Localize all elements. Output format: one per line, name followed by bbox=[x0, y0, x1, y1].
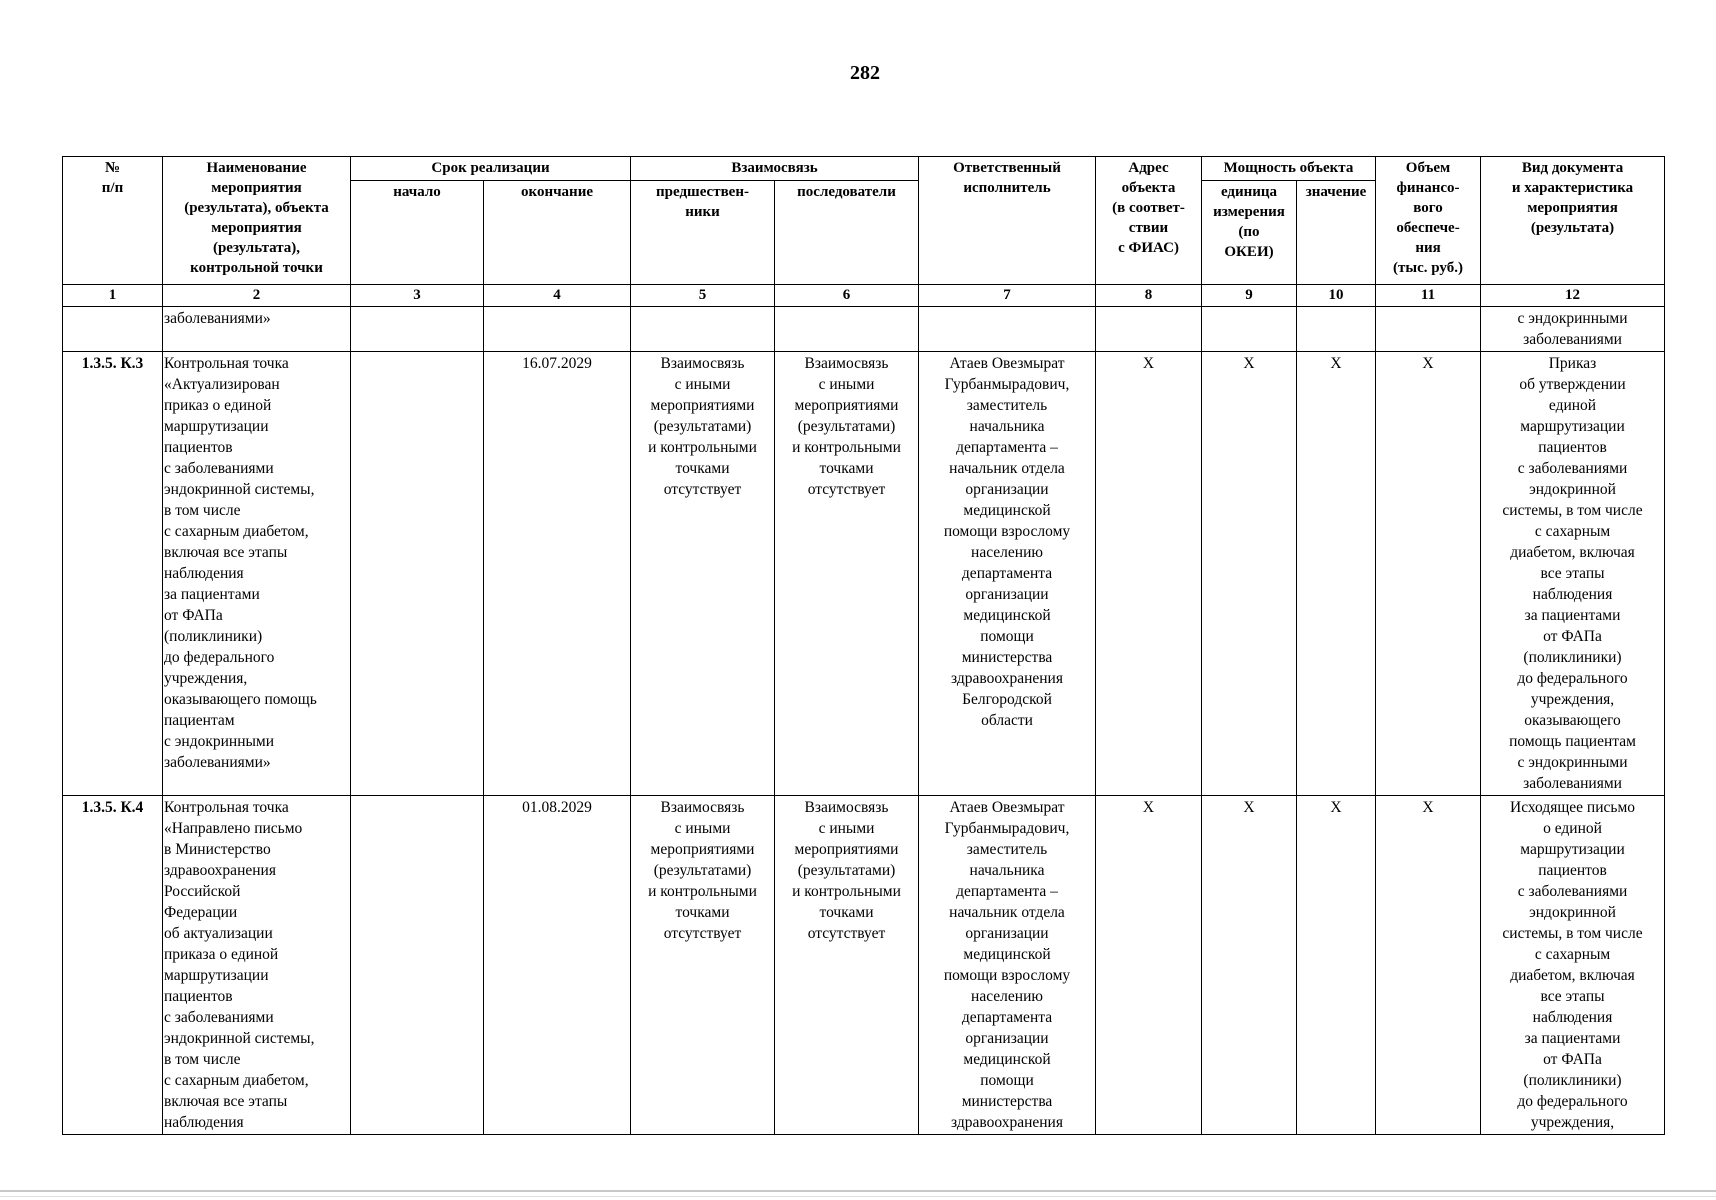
header-end: окончание bbox=[484, 181, 631, 285]
row-address bbox=[1096, 307, 1202, 352]
table-row bbox=[63, 352, 1665, 796]
row-predecessors: Взаимосвязь с иными мероприятиями (результатами) и контрольными точками отсутствует bbox=[631, 352, 775, 796]
row-end: 01.08.2029 bbox=[484, 796, 631, 1135]
row-name: Контрольная точка «Актуализирован приказ о единой маршрутизации пациентов с заболеваниями эндокринной системы, в том числе с сахарным диабетом, включая все этапы наблюдения за пациентами от ФАПа (поликлиники) до федерального учреждения, оказывающего помощь пациентам с эндокринными заболеваниями» bbox=[163, 352, 351, 796]
page-number: 282 bbox=[850, 62, 880, 84]
row-num: 1.3.5. К.4 bbox=[63, 796, 163, 1135]
column-number: 9 bbox=[1202, 285, 1297, 307]
row-document: Исходящее письмо о единой маршрутизации пациентов с заболеваниями эндокринной системы, в том числе с сахарным диабетом, включая все этапы наблюдения за пациентами от ФАПа (поликлиники) до федерального учреждения, bbox=[1481, 796, 1665, 1135]
column-number: 4 bbox=[484, 285, 631, 307]
row-successors: Взаимосвязь с иными мероприятиями (результатами) и контрольными точками отсутствует bbox=[775, 352, 919, 796]
header-term: Срок реализации bbox=[351, 157, 631, 181]
table-row bbox=[63, 796, 1665, 1135]
header-value: значение bbox=[1297, 181, 1376, 285]
row-end bbox=[484, 307, 631, 352]
column-number: 12 bbox=[1481, 285, 1665, 307]
column-number: 11 bbox=[1376, 285, 1481, 307]
row-num bbox=[63, 307, 163, 352]
column-number: 5 bbox=[631, 285, 775, 307]
row-volume bbox=[1376, 307, 1481, 352]
column-number: 8 bbox=[1096, 285, 1202, 307]
row-document: с эндокринными заболеваниями bbox=[1481, 307, 1665, 352]
column-number: 10 bbox=[1297, 285, 1376, 307]
column-number: 6 bbox=[775, 285, 919, 307]
row-address: X bbox=[1096, 352, 1202, 796]
row-unit bbox=[1202, 307, 1297, 352]
row-name: заболеваниями» bbox=[163, 307, 351, 352]
header-responsible: Ответственный исполнитель bbox=[919, 157, 1096, 285]
row-responsible: Атаев Овезмырат Гурбанмырадович, заместитель начальника департамента – начальник отдела организации медицинской помощи взрослому населению департамента организации медицинской помощи министерства здравоохранения bbox=[919, 796, 1096, 1135]
table-row bbox=[63, 307, 1665, 352]
header-unit: единица измерения (по ОКЕИ) bbox=[1202, 181, 1297, 285]
column-number: 2 bbox=[163, 285, 351, 307]
header-num: № п/п bbox=[63, 157, 163, 285]
scan-edge-line bbox=[0, 1190, 1716, 1192]
row-unit: X bbox=[1202, 796, 1297, 1135]
row-responsible: Атаев Овезмырат Гурбанмырадович, заместитель начальника департамента – начальник отдела организации медицинской помощи взрослому населению департамента организации медицинской помощи министерства здравоохранения Белгородской области bbox=[919, 352, 1096, 796]
row-start bbox=[351, 796, 484, 1135]
header-start: начало bbox=[351, 181, 484, 285]
column-number: 7 bbox=[919, 285, 1096, 307]
row-address: X bbox=[1096, 796, 1202, 1135]
header-predecessors: предшествен- ники bbox=[631, 181, 775, 285]
header-links: Взаимосвязь bbox=[631, 157, 919, 181]
row-name: Контрольная точка «Направлено письмо в Министерство здравоохранения Российской Федерации об актуализации приказа о единой маршрутизации пациентов с заболеваниями эндокринной системы, в том числе с сахарным диабетом, включая все этапы наблюдения bbox=[163, 796, 351, 1135]
header-name: Наименование мероприятия (результата), объекта мероприятия (результата), контрольной точки bbox=[163, 157, 351, 285]
row-unit: X bbox=[1202, 352, 1297, 796]
row-value: X bbox=[1297, 796, 1376, 1135]
column-number: 1 bbox=[63, 285, 163, 307]
row-successors bbox=[775, 307, 919, 352]
header-address: Адрес объекта (в соответ- ствии с ФИАС) bbox=[1096, 157, 1202, 285]
header-power: Мощность объекта bbox=[1202, 157, 1376, 181]
row-responsible bbox=[919, 307, 1096, 352]
plan-table bbox=[62, 156, 1665, 1135]
scan-edge-line bbox=[0, 1196, 1716, 1197]
row-start bbox=[351, 352, 484, 796]
row-volume: X bbox=[1376, 352, 1481, 796]
row-predecessors bbox=[631, 307, 775, 352]
header-volume: Объем финансо- вого обеспече- ния (тыс. руб.) bbox=[1376, 157, 1481, 285]
row-document: Приказ об утверждении единой маршрутизации пациентов с заболеваниями эндокринной системы, в том числе с сахарным диабетом, включая все этапы наблюдения за пациентами от ФАПа (поликлиники) до федерального учреждения, оказывающего помощь пациентам с эндокринными заболеваниями bbox=[1481, 352, 1665, 796]
header-successors: последователи bbox=[775, 181, 919, 285]
row-predecessors: Взаимосвязь с иными мероприятиями (результатами) и контрольными точками отсутствует bbox=[631, 796, 775, 1135]
row-value: X bbox=[1297, 352, 1376, 796]
column-number: 3 bbox=[351, 285, 484, 307]
header-document: Вид документа и характеристика мероприятия (результата) bbox=[1481, 157, 1665, 285]
row-value bbox=[1297, 307, 1376, 352]
row-volume: X bbox=[1376, 796, 1481, 1135]
row-start bbox=[351, 307, 484, 352]
row-successors: Взаимосвязь с иными мероприятиями (результатами) и контрольными точками отсутствует bbox=[775, 796, 919, 1135]
row-num: 1.3.5. К.3 bbox=[63, 352, 163, 796]
row-end: 16.07.2029 bbox=[484, 352, 631, 796]
